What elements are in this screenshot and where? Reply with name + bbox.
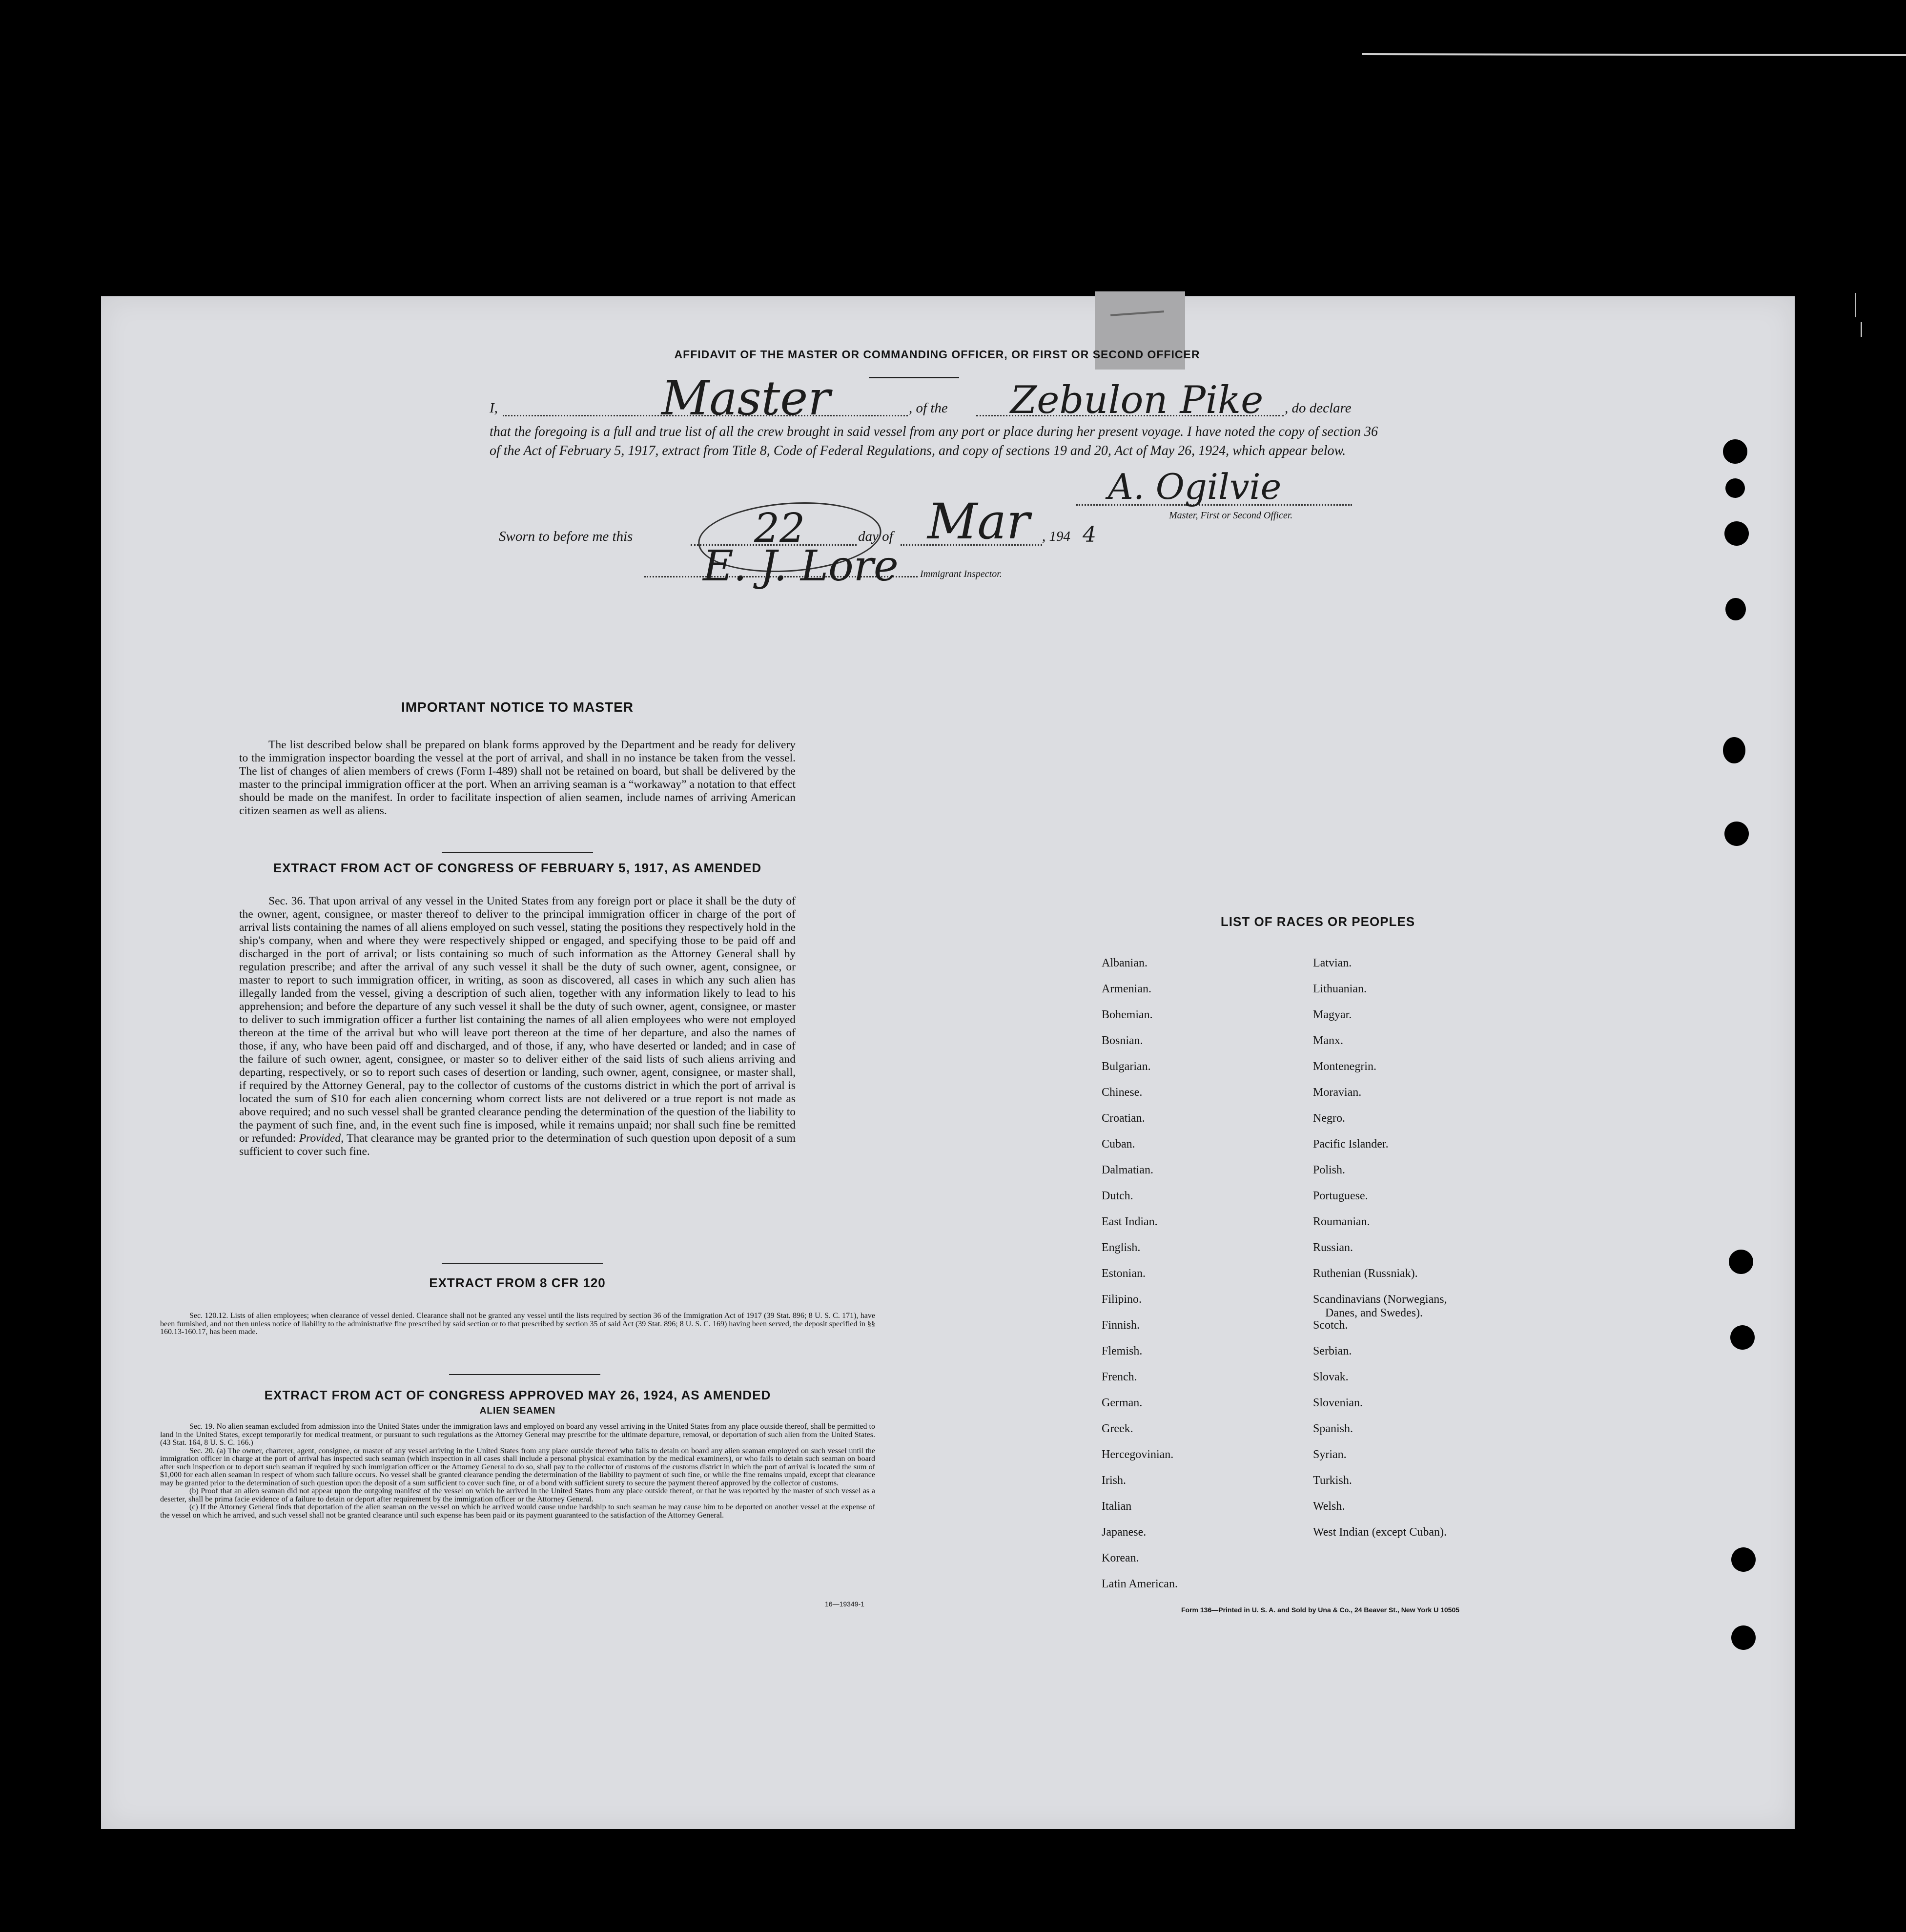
race-item: Moravian. xyxy=(1313,1086,1362,1099)
punch-hole xyxy=(1729,1250,1753,1274)
officer-signature-handwritten: A. Ogilvie xyxy=(1108,466,1282,507)
race-item: Magyar. xyxy=(1313,1008,1352,1021)
punch-hole xyxy=(1723,439,1747,464)
race-item: German. xyxy=(1102,1397,1143,1409)
section-rule xyxy=(449,1374,600,1375)
do-declare-label: , do declare xyxy=(1285,400,1352,416)
punch-hole xyxy=(1723,737,1745,763)
race-item: English. xyxy=(1102,1241,1141,1254)
race-item: Filipino. xyxy=(1102,1293,1142,1306)
race-item: Ruthenian (Russniak). xyxy=(1313,1267,1418,1280)
sworn-label: Sworn to before me this xyxy=(499,529,633,544)
race-item: Syrian. xyxy=(1313,1448,1347,1461)
month-handwritten: Mar xyxy=(927,493,1030,550)
race-item: Russian. xyxy=(1313,1241,1353,1254)
race-item: Flemish. xyxy=(1102,1345,1143,1357)
vessel-name-handwritten: Zebulon Pike xyxy=(1010,378,1264,422)
race-item: Scandinavians (Norwegians, xyxy=(1313,1293,1447,1306)
race-item: Manx. xyxy=(1313,1034,1343,1047)
sec20c-text: (c) If the Attorney General finds that deportation of the alien seaman on the vessel on which he arrived would cause undue hardship to such seaman he may cause him to be deported on another vessel at the expense of the vessel on which he arrived, and such vessel shall not be granted clearance until such expense has been paid or its payment guaranteed to the satisfaction of the Attorney General. xyxy=(160,1503,875,1520)
form-footer: Form 136—Printed in U. S. A. and Sold by Una & Co., 24 Beaver St., New York U 10505 xyxy=(1181,1606,1460,1614)
affidavit-body: that the foregoing is a full and true list of all the crew brought in said vessel from any port or place during her present voyage. I have noted the copy of section 36 of the Act of February 5, 1917, extract from Title 8, Code of Federal Regulations, and copy of sections 19 and 20, Act of May 26, 1924, which appear below. xyxy=(490,424,1378,458)
extract-cfr-title: EXTRACT FROM 8 CFR 120 xyxy=(429,1275,606,1290)
affidavit-title: AFFIDAVIT OF THE MASTER OR COMMANDING OFFICER, OR FIRST OR SECOND OFFICER xyxy=(674,348,1200,361)
race-item: Irish. xyxy=(1102,1474,1126,1487)
race-item: Korean. xyxy=(1102,1552,1139,1564)
inspector-caption: Immigrant Inspector. xyxy=(920,569,1002,579)
affidavit-title-rule xyxy=(869,377,959,378)
notice-text: The list described below shall be prepared on blank forms approved by the Department and be ready for delivery to the immigration inspector boarding the vessel at the port of arrival, and shall in no instance be taken from the vessel. The list of changes of alien members of crews (Form I-489) shall not be retained on board, but shall be delivered by the master to the principal immigration officer at the port. When an arriving seaman is a “workaway” a notation to that effect should be made on the manifest. In order to facilitate inspection of alien seamen, include names of arriving American citizen seamen as well as aliens. xyxy=(239,739,796,817)
punch-hole xyxy=(1725,598,1746,620)
year-prefix: , 194 xyxy=(1042,529,1070,544)
of-the-label: , of the xyxy=(909,400,948,416)
race-item: Hercegovinian. xyxy=(1102,1448,1174,1461)
proviso-label: Provided, xyxy=(299,1132,344,1145)
race-item: Polish. xyxy=(1313,1164,1346,1176)
race-item: Cuban. xyxy=(1102,1138,1135,1151)
race-item: Pacific Islander. xyxy=(1313,1138,1389,1151)
extract-1924-subtitle: ALIEN SEAMEN xyxy=(479,1406,556,1416)
punch-hole xyxy=(1731,1625,1756,1650)
year-digit-handwritten: 4 xyxy=(1083,522,1096,547)
race-item: Negro. xyxy=(1313,1112,1345,1125)
edge-tick xyxy=(1855,293,1856,317)
race-item: French. xyxy=(1102,1371,1137,1383)
race-item: Latvian. xyxy=(1313,957,1352,969)
race-item: Scotch. xyxy=(1313,1319,1348,1332)
races-title: LIST OF RACES OR PEOPLES xyxy=(1220,914,1415,929)
punch-hole xyxy=(1724,521,1749,546)
race-item: Greek. xyxy=(1102,1422,1133,1435)
race-item: Latin American. xyxy=(1102,1578,1178,1590)
race-item: Finnish. xyxy=(1102,1319,1140,1332)
race-item: Spanish. xyxy=(1313,1422,1353,1435)
race-item: Bulgarian. xyxy=(1102,1060,1151,1073)
race-item: Roumanian. xyxy=(1313,1215,1370,1228)
race-item: Montenegrin. xyxy=(1313,1060,1376,1073)
sec36-text: That upon arrival of any vessel in the United States from any foreign port or place it shall be the duty of the owner, agent, consignee, or master thereof to deliver to the principal immigration officer in charge of the port of arrival lists containing the names of all aliens employed on such vessel, stating the positions they respectively hold in the ship's company, when and where they were respectively shipped or engaged, and specifying those to be paid off and discharged in the port of arrival; or lists containing so much of such information as the Attorney General shall by regulation prescribe; and after the arrival of any such vessel it shall be the duty of such owner, agent, consignee, or master to report to such immigration officer, in writing, as soon as discovered, all cases in which any such alien has illegally landed from the vessel, giving a description of such alien, together with any information likely to lead to his apprehension; and before the departure of any such vessel it shall be the duty of such owner, agent, consignee, or master to deliver to such immigration officer a further list containing the names of all alien employees who were not employed thereon at the time of the arrival but who will leave port thereon at the time of her departure, and also the names of those, if any, who have been paid off and discharged, and of those, if any, who have deserted or landed; and in case of the failure of such owner, agent, consignee, or master so to deliver either of the said lists of such aliens arriving and departing, respectively, or so to report such cases of desertion or landing, such owner, agent, consignee, or master shall, if required by the Attorney General, pay to the collector of customs of the customs district in which the port of arrival is located the sum of $10 for each alien concerning whom correct lists are not delivered or a true report is not made as above required; and no such vessel shall be granted clearance pending the determination of the question of the liability to the payment of such fine, and, in the event such fine is imposed, while it remains unpaid; nor shall such fine be remitted or refunded: xyxy=(239,895,796,1145)
race-item: Lithuanian. xyxy=(1313,983,1367,995)
sec20a-text: Sec. 20. (a) The owner, charterer, agent, consignee, or master of any vessel arriving in the United States from any place outside thereof who fails to detain on board any alien seaman employed on such vessel until the immigration officer in charge at the port of arrival has inspected such seaman (which inspection in all cases shall include a personal physical examination by the medical examiners), or who fails to detain such seaman on board after such inspection or to deport such seaman if required by such immigration officer or the Attorney General to do so, shall pay to the collector of customs of the customs district in which the port of arrival is located the sum of $1,000 for each alien seaman in respect of whom such failure occurs. No vessel shall be granted clearance pending the determination of the liability to payment of such fine, or while the fine remains unpaid, except that clearance may be granted prior to the determination of such question upon the deposit of a sum sufficient to cover such fine, or of a bond with sufficient surety to secure the payment thereof approved by the collector of customs. xyxy=(160,1446,875,1487)
race-item: West Indian (except Cuban). xyxy=(1313,1526,1447,1539)
race-item: Armenian. xyxy=(1102,983,1151,995)
extract-1917-title: EXTRACT FROM ACT OF CONGRESS OF FEBRUARY 5, 1917, AS AMENDED xyxy=(273,861,762,875)
sec19-text: Sec. 19. No alien seaman excluded from admission into the United States under the immigration laws and employed on board any vessel arriving in the United States from any place outside thereof, shall be permitted to land in the United States, except temporarily for medical treatment, or pursuant to such regulations as the Attorney General may prescribe for the ultimate departure, removal, or deportation of such alien from the United States. (43 Stat. 164, 8 U. S. C. 166.) xyxy=(160,1422,875,1447)
day-of-label: day of xyxy=(858,529,893,544)
race-item: Serbian. xyxy=(1313,1345,1352,1357)
race-item: Croatian. xyxy=(1102,1112,1145,1125)
race-item: Danes, and Swedes). xyxy=(1325,1307,1423,1319)
extract-1924-text xyxy=(160,1423,875,1520)
extract-cfr-text: Sec. 120.12. Lists of alien employees; when clearance of vessel denied. Clearance shall not be granted any vessel until the lists required by section 36 of the Immigration Act of 1917 (39 Stat. 896; 8 U. S. C. 171), have been furnished, and not then unless notice of liability to the administrative fine prescribed by said section or to that prescribed by section 35 of said Act (39 Stat. 896; 8 U. S. C. 169) having been served, the deposit specified in §§ 160.13-160.17, has been made. xyxy=(160,1312,875,1336)
race-item: Slovak. xyxy=(1313,1371,1349,1383)
print-code: 16—19349-1 xyxy=(825,1600,864,1608)
race-item: Albanian. xyxy=(1102,957,1148,969)
extract-1917-text xyxy=(239,895,796,1158)
punch-hole xyxy=(1725,478,1745,498)
race-item: Estonian. xyxy=(1102,1267,1146,1280)
race-item: Portuguese. xyxy=(1313,1190,1368,1202)
sec20b-text: (b) Proof that an alien seaman did not appear upon the outgoing manifest of the vessel on which he arrived in the United States from any place outside thereof, or that he was reported by the master of such vessel as a deserter, shall be prima facie evidence of a failure to detain or deport after requirement by the immigration officer or the Attorney General. xyxy=(160,1487,875,1503)
race-item: Italian xyxy=(1102,1500,1132,1513)
punch-hole xyxy=(1724,822,1749,846)
race-item: East Indian. xyxy=(1102,1215,1158,1228)
section-rule xyxy=(442,852,593,853)
inspector-signature-handwritten: E. J. Lore xyxy=(703,542,899,591)
notice-title: IMPORTANT NOTICE TO MASTER xyxy=(401,699,634,715)
top-scan-line xyxy=(1362,53,1906,56)
officer-signature-caption: Master, First or Second Officer. xyxy=(1169,510,1293,521)
proviso-text: That clearance may be granted prior to the determination of such question upon deposit of a sum sufficient to cover such fine. xyxy=(239,1132,796,1158)
i-label: I, xyxy=(490,400,498,416)
race-item: Slovenian. xyxy=(1313,1397,1363,1409)
punch-hole xyxy=(1730,1325,1755,1350)
race-item: Dalmatian. xyxy=(1102,1164,1153,1176)
day-handwritten: 22 xyxy=(754,505,805,552)
race-item: Bohemian. xyxy=(1102,1008,1153,1021)
declarant-handwritten: Master xyxy=(661,371,831,426)
edge-tick xyxy=(1861,322,1862,337)
race-item: Turkish. xyxy=(1313,1474,1352,1487)
race-item: Chinese. xyxy=(1102,1086,1143,1099)
punch-hole xyxy=(1731,1547,1756,1572)
race-item: Bosnian. xyxy=(1102,1034,1143,1047)
race-item: Japanese. xyxy=(1102,1526,1147,1539)
extract-1924-title: EXTRACT FROM ACT OF CONGRESS APPROVED MAY 26, 1924, AS AMENDED xyxy=(264,1388,771,1402)
sec36-label: Sec. 36. xyxy=(268,895,306,907)
race-item: Welsh. xyxy=(1313,1500,1345,1513)
race-item: Dutch. xyxy=(1102,1190,1133,1202)
section-rule xyxy=(442,1263,603,1264)
